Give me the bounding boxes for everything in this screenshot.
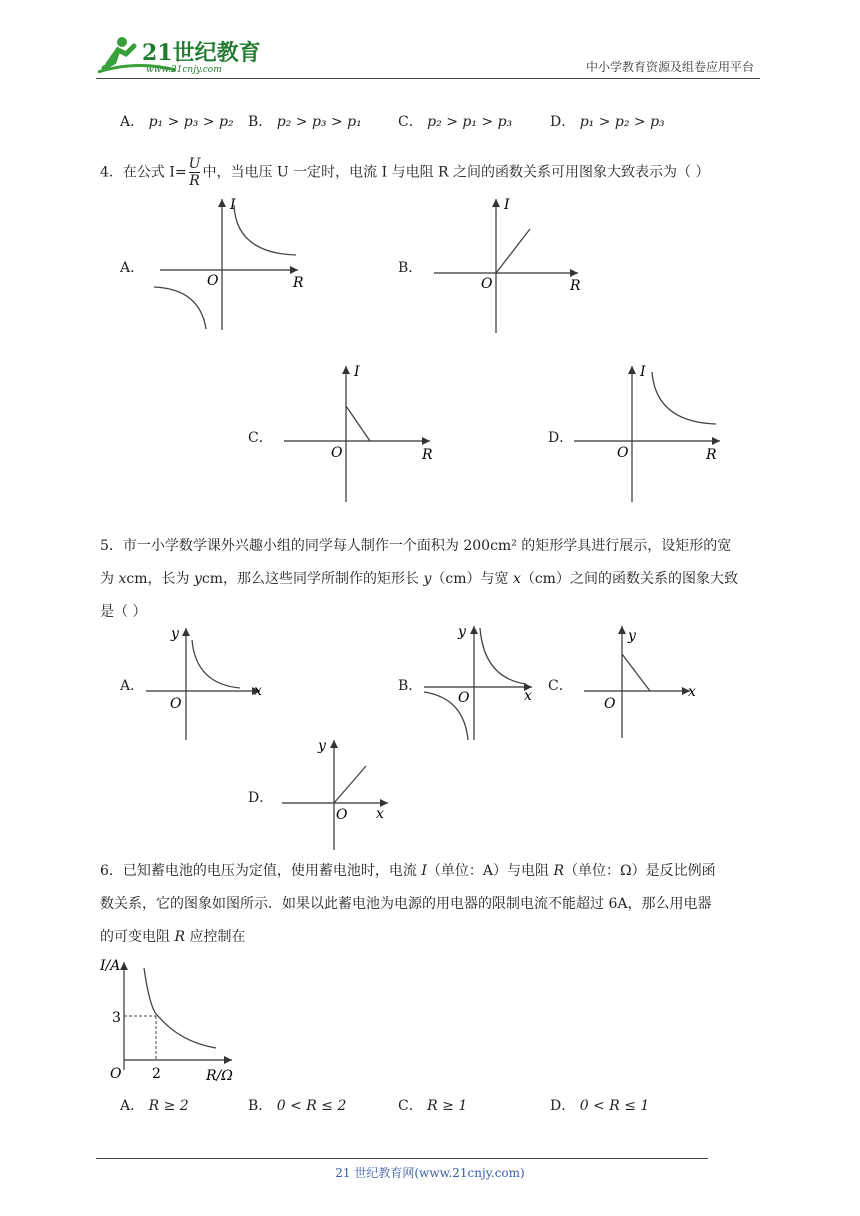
q6-l1a: 已知蓄电池的电压为定值，使用蓄电池时，电流 <box>122 863 422 879</box>
q4-frac-den: R <box>189 173 200 189</box>
q5a-y-label: y <box>171 626 179 642</box>
q6-line3 <box>100 921 760 954</box>
logo-sub-text: www.21cnjy.com <box>146 65 222 75</box>
q3-option-b-label: B． <box>248 114 273 130</box>
q5b-x-label: x <box>524 688 532 704</box>
q5-graph-b <box>420 620 544 744</box>
q4-graph-d <box>570 362 730 504</box>
footer-link[interactable]: 21 世纪教育网(www.21cnjy.com) <box>335 1166 525 1180</box>
q6-l1b: （单位：A）与电阻 <box>426 863 554 879</box>
q4c-origin: O <box>331 445 343 461</box>
q4d-y-label: I <box>640 364 646 380</box>
q6-option-b <box>248 1096 346 1116</box>
q5c-x-label: x <box>688 684 696 700</box>
q5-line2 <box>100 563 760 596</box>
q6-graph <box>98 952 248 1088</box>
q4d-origin: O <box>617 445 629 461</box>
q6-l1-I: I <box>421 863 427 879</box>
q6-l1-R: R <box>553 863 565 879</box>
q5d-y-label: y <box>318 738 326 754</box>
q3-option-a <box>120 112 234 132</box>
q5-option-c-label: C． <box>548 678 573 694</box>
q6-line2: 数关系，它的图象如图所示．如果以此蓄电池为电源的用电器的限制电流不能超过 6A，那么用电器 <box>100 896 712 912</box>
logo-main-text: 21世纪教育 <box>142 40 261 66</box>
q5-l2-y2: y <box>423 571 432 587</box>
q5-graph-d <box>278 734 402 854</box>
q6-number: 6． <box>100 863 123 879</box>
q4a-y-label: I <box>230 197 236 213</box>
q3-option-c-label: C． <box>398 114 423 130</box>
q5c-origin: O <box>604 696 616 712</box>
site-logo <box>96 34 266 76</box>
q4-pre: 在公式 I= <box>122 164 187 181</box>
q4-option-b-label: B． <box>398 260 423 276</box>
q5-stem <box>100 530 760 629</box>
q5-number: 5． <box>100 538 123 554</box>
q6-option-a-label: A． <box>120 1098 145 1114</box>
q5-l2-x2: x <box>512 571 521 587</box>
q4-graph-b <box>430 195 590 335</box>
q6-ylabel-text: I/A <box>100 958 121 974</box>
q6-y-tick: 3 <box>112 1010 121 1026</box>
q5-l2b: cm，长为 <box>126 571 194 587</box>
q3-option-b <box>248 112 362 132</box>
q5-line1-text: 市一小学数学课外兴趣小组的同学每人制作一个面积为 200cm² 的矩形学具进行展示，设矩形的宽 <box>122 538 732 554</box>
q3-option-d-label: D． <box>550 114 576 130</box>
q3-option-c <box>398 112 512 132</box>
q4b-x-label: R <box>570 278 581 294</box>
q6-option-c-label: C． <box>398 1098 423 1114</box>
q6-option-d <box>550 1096 649 1116</box>
q5b-origin: O <box>458 690 470 706</box>
q6-line1 <box>100 855 760 888</box>
q4d-x-label: R <box>706 447 717 463</box>
q5a-origin: O <box>170 696 182 712</box>
q5-line1 <box>100 530 760 563</box>
q4-post: 中，当电压 U 一定时，电流 I 与电阻 R 之间的函数关系可用图象大致表示为（ ） <box>202 164 710 181</box>
q6-stem <box>100 855 760 954</box>
q5-l2a: 为 <box>100 571 119 587</box>
q6-option-b-text: 0 < R ≤ 2 <box>276 1098 347 1114</box>
q4c-y-label: I <box>354 364 360 380</box>
q3-option-c-text: p₂ > p₁ > p₃ <box>427 114 513 130</box>
q4-graph-a <box>150 195 310 335</box>
q6-option-c <box>398 1096 467 1116</box>
q5d-x-label: x <box>376 806 384 822</box>
q6-origin: O <box>110 1066 122 1082</box>
q6-x-label: R/Ω <box>206 1068 233 1084</box>
q3-option-a-label: A． <box>120 114 145 130</box>
q5-l2-x: x <box>118 571 127 587</box>
q3-option-a-text: p₁ > p₃ > p₂ <box>148 114 234 130</box>
q4-frac-num: U <box>188 156 201 172</box>
footer-rule <box>96 1158 708 1159</box>
q5-option-a-label: A． <box>120 678 145 694</box>
q4b-origin: O <box>481 276 493 292</box>
runner-logo-icon <box>96 34 266 76</box>
q6-x-tick: 2 <box>152 1066 161 1082</box>
q5-line3: 是（ ） <box>100 604 147 620</box>
q3-option-d-text: p₁ > p₂ > p₃ <box>579 114 665 130</box>
q5a-x-label: x <box>254 683 262 699</box>
q4-option-a-label: A． <box>120 260 145 276</box>
q5d-origin: O <box>336 807 348 823</box>
q5-l2c: cm，那么这些同学所制作的矩形长 <box>201 571 424 587</box>
q3-option-b-text: p₂ > p₃ > p₁ <box>276 114 362 130</box>
q6-l3a: 的可变电阻 <box>100 929 175 945</box>
q5b-y-label: y <box>458 624 466 640</box>
q5c-y-label: y <box>628 628 636 644</box>
header-platform-text: 中小学教育资源及组卷应用平台 <box>585 60 754 74</box>
q5-l2-y: y <box>193 571 202 587</box>
q4a-x-label: R <box>293 275 304 291</box>
q6-option-a <box>120 1096 189 1116</box>
q5-option-b-label: B． <box>398 678 423 694</box>
q4-graph-c <box>280 362 440 504</box>
q4-option-c-label: C． <box>248 430 273 446</box>
q4c-x-label: R <box>422 447 433 463</box>
q5-l2e: （cm）之间的函数关系的图象大致 <box>520 571 738 587</box>
q4b-y-label: I <box>504 197 510 213</box>
q6-l1c: （单位：Ω）是反比例函 <box>564 863 716 879</box>
q6-option-d-label: D． <box>550 1098 576 1114</box>
q4a-origin: O <box>207 273 219 289</box>
q4-number: 4． <box>100 164 123 181</box>
q4-fraction <box>189 156 201 189</box>
q3-option-d <box>550 112 665 132</box>
q6-y-label <box>99 958 120 974</box>
q5-option-d-label: D． <box>248 790 274 806</box>
q6-option-c-text: R ≥ 1 <box>427 1098 468 1114</box>
q6-l3-R: R <box>174 929 185 945</box>
q6-option-d-text: 0 < R ≤ 1 <box>579 1098 650 1114</box>
q4-option-d-label: D． <box>548 430 574 446</box>
q5-l2d: （cm）与宽 <box>431 571 513 587</box>
q5-graph-a <box>140 622 270 744</box>
header-rule <box>96 78 760 79</box>
q6-option-b-label: B． <box>248 1098 273 1114</box>
q5-graph-c <box>580 620 704 744</box>
q4-stem <box>100 156 709 189</box>
q6-l3b: 应控制在 <box>185 929 246 945</box>
q6-option-a-text: R ≥ 2 <box>148 1098 189 1114</box>
